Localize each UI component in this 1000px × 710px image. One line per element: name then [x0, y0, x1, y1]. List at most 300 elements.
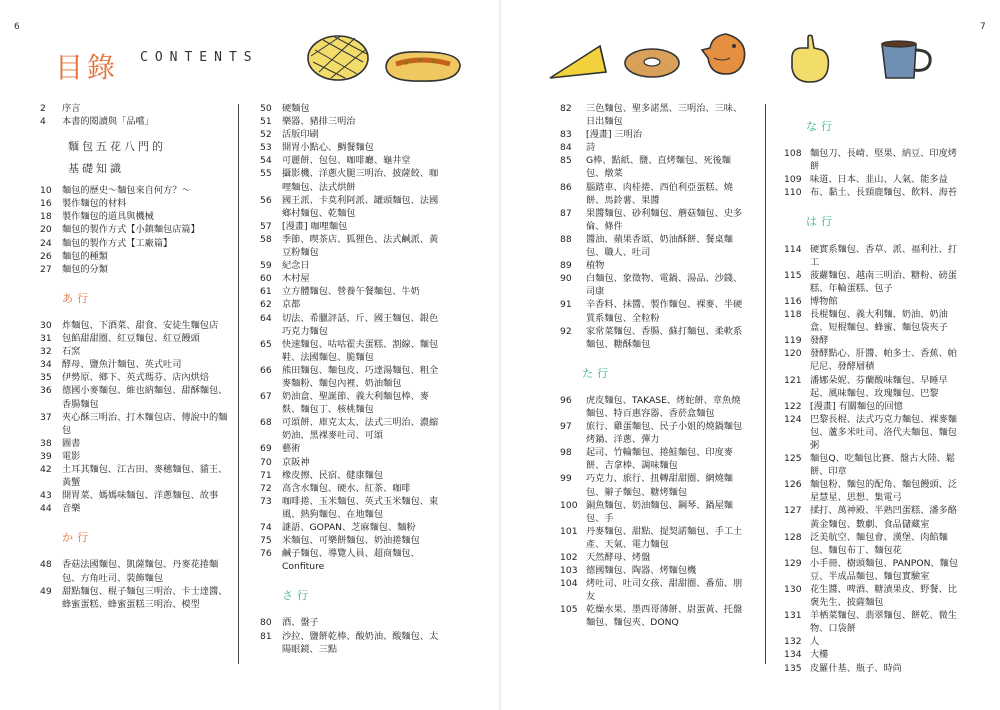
- toc-entry-text: 硬麵包: [282, 103, 310, 114]
- toc-entry-text: 麵包的製作方式【工廠篇】: [62, 237, 173, 249]
- toc-entry: [40, 319, 228, 332]
- toc-column-1: [40, 102, 228, 611]
- toc-entry-text: 菠蘿麵包、越南三明治、糖粉、磅蛋糕、年輪蛋糕、包子: [810, 269, 957, 294]
- toc-entry: [784, 413, 964, 452]
- toc-page-number: 101: [560, 525, 578, 537]
- toc-entry-text: 虎皮麵包、TAKASE、烤蛇餅、章魚燒麵包、特百惠容器、香菸盒麵包: [586, 394, 741, 419]
- toc-entry: [784, 295, 964, 308]
- page-number-left: 6: [14, 22, 20, 32]
- toc-entry-text: 木村屋: [282, 273, 310, 285]
- toc-entry: [260, 220, 442, 233]
- toc-page-number: 62: [260, 299, 272, 311]
- toc-entry-text: 烤吐司、吐司女孩、甜甜圈、番茄、朋友: [586, 578, 743, 603]
- toc-entry: [40, 502, 228, 515]
- toc-page-number: 110: [784, 187, 802, 199]
- toc-entry: [784, 374, 964, 400]
- toc-page-number: 99: [560, 473, 572, 485]
- page-number-right: 7: [980, 22, 986, 32]
- toc-page-number: 36: [40, 385, 52, 397]
- toc-page-number: 44: [40, 503, 52, 515]
- toc-entry: [784, 308, 964, 334]
- toc-page-number: 27: [40, 263, 52, 275]
- toc-page-number: 26: [40, 250, 52, 262]
- toc-entry: [784, 531, 964, 557]
- toc-entry-text: 白麵包、象徵物、電鍋、湯品、沙錢、司康: [586, 273, 743, 298]
- toc-entry: [40, 450, 228, 463]
- toc-entry: [784, 583, 964, 609]
- toc-page-number: 24: [40, 237, 52, 249]
- toc-page-number: 134: [784, 649, 802, 661]
- toc-entry: [40, 384, 228, 410]
- toc-entry: [784, 334, 964, 347]
- toc-entry-text: [漫畫] 三明治: [586, 129, 643, 141]
- toc-entry-text: 甜點麵包、棍子麵包三明治、卡士達醬、蜂蜜蛋糕、蜂蜜蛋糕三明治、模型: [62, 585, 228, 610]
- toc-page-number: 59: [260, 260, 272, 272]
- toc-page-number: 71: [260, 469, 272, 481]
- toc-entry: [784, 347, 964, 373]
- toc-page-number: 60: [260, 273, 272, 285]
- toc-page-number: 54: [260, 155, 272, 167]
- toc-page-number: 124: [784, 413, 802, 425]
- toc-page-number: 135: [784, 662, 802, 674]
- toc-entry: [560, 472, 748, 498]
- toc-page-number: 61: [260, 286, 272, 298]
- toc-entry: [560, 154, 748, 180]
- toc-entry-text: 大樓: [810, 649, 829, 661]
- toc-page-number: 125: [784, 453, 802, 465]
- handwritten-heading: [68, 136, 228, 180]
- toc-page-number: 109: [784, 174, 802, 186]
- toc-entry-text: 揉打、萬神殿、半熟凹蛋糕、潘多酪黃金麵包、數劇、食品儲藏室: [810, 505, 957, 530]
- toc-entry: [260, 469, 442, 482]
- toc-entry: [560, 603, 748, 629]
- toc-entry-text: 炸麵包、下酒菜、甜食、安徒生麵包店: [62, 319, 219, 331]
- toc-page-number: 98: [560, 447, 572, 459]
- toc-entry: [40, 371, 228, 384]
- hotdog-bun-icon: [382, 44, 464, 86]
- toc-entry: [560, 525, 748, 551]
- toc-entry: [560, 272, 748, 298]
- toc-page-number: 87: [560, 207, 572, 219]
- toc-entry: [560, 181, 748, 207]
- toc-page-number: 97: [560, 421, 572, 433]
- toc-page-number: 103: [560, 565, 578, 577]
- toc-entry: [40, 489, 228, 502]
- toc-page-number: 10: [40, 185, 52, 197]
- toc-entry-text: 酵母、鹽魚汁麵包、英式吐司: [62, 359, 182, 371]
- toc-entry: [260, 390, 442, 416]
- toc-entry: [40, 558, 228, 584]
- toc-entry-text: 天然酵母、烤盤: [586, 552, 651, 563]
- toc-entry: [40, 210, 228, 223]
- toc-entry: [260, 416, 442, 442]
- toc-page-number: 31: [40, 333, 52, 345]
- toc-entry-text: 季節、喫茶店、狐狸色、法式鹹派、黃豆粉麵包: [282, 233, 439, 259]
- toc-entry-text: 奶油盒、聖誕節、義大利麵包棒、麥麩、麵包丁、核桃麵包: [282, 391, 429, 416]
- toc-page-number: 83: [560, 129, 572, 141]
- toc-entry-text: G棒、點紙、鹽、直烤麵包、死後麵包、燉菜: [586, 155, 731, 180]
- toc-entry: [40, 358, 228, 371]
- toc-entry-text: 布、黏土、長頸鹿麵包、飲料、海苔: [810, 187, 957, 199]
- toc-entry: [784, 609, 964, 635]
- toc-entry-text: 京阪神: [282, 456, 310, 468]
- toc-entry-text: 麵包的分類: [62, 263, 108, 275]
- toc-entry-text: 本書的閱讀與「品嚐」: [62, 116, 154, 128]
- toc-page-number: 86: [560, 181, 572, 193]
- toc-entry: [260, 616, 442, 629]
- toc-entry-text: 植物: [586, 260, 605, 272]
- toc-entry-text: 腦踏車、肉桂捲、西伯利亞蛋糕、燒餅、馬鈴薯、果醬: [586, 181, 733, 206]
- toc-entry: [260, 547, 442, 573]
- toc-entry-text: 開胃小點心、鯛餐麵包: [282, 142, 374, 154]
- toc-entry: [560, 141, 748, 154]
- toc-page-number: 84: [560, 142, 572, 154]
- toc-entry: [260, 272, 442, 285]
- toc-page-number: 89: [560, 260, 572, 272]
- toc-entry-text: 小手冊、樹頭麵包、PANPON、麵包豆、半成品麵包、麵包實驗室: [810, 557, 959, 582]
- toc-page-number: 100: [560, 499, 578, 511]
- toc-entry: [560, 420, 748, 446]
- toc-entry-text: 夾心酥三明治、打木麵包店、傳說中的麵包: [62, 411, 228, 436]
- toc-entry-text: 可頌餅、庫克太太、法式三明治、濃縮奶油、黑裸麥吐司、可頌: [282, 417, 439, 442]
- toc-entry-text: 開胃菜、媽媽味麵包、洋蔥麵包、故事: [62, 490, 219, 502]
- toc-entry-text: 藝術: [282, 443, 301, 455]
- toc-page-number: 35: [40, 372, 52, 384]
- toc-page-number: 118: [784, 309, 802, 321]
- toc-entry-text: 長棍麵包、義大利麵、奶油、奶油盒、短棍麵包、蜂蜜、麵包袋夾子: [810, 309, 948, 334]
- toc-page-number: 91: [560, 299, 572, 311]
- toc-entry: [560, 207, 748, 233]
- toc-entry: [560, 564, 748, 577]
- toc-page-number: 88: [560, 233, 572, 245]
- toc-entry: [784, 269, 964, 295]
- toc-entry-text: 熊田麵包、麵包皮、巧達湯麵包、粗全麥麵粉、麵包內裡、奶油麵包: [282, 364, 439, 389]
- toc-entry: [560, 233, 748, 259]
- toc-entry-text: 花生醬、啤酒、糖漬果皮、野餐、比褒先生、披薩麵包: [810, 584, 957, 609]
- toc-entry: [40, 250, 228, 263]
- toc-entry: [260, 482, 442, 495]
- toc-page-number: 132: [784, 636, 802, 648]
- toc-entry-text: 泛美航空、麵包會、漢堡、肉餡麵包、麵包布丁、麵包花: [810, 531, 948, 556]
- toc-page-number: 68: [260, 417, 272, 429]
- toc-entry-text: 麵包的種類: [62, 250, 108, 262]
- bagel-icon: [622, 46, 682, 80]
- toc-entry-text: 香菇法國麵包、凱薩麵包、丹麥花捲麵包、方角吐司、裝飾麵包: [62, 559, 219, 584]
- toc-entry: [260, 364, 442, 390]
- toc-entry: [260, 141, 442, 154]
- toc-page-number: 73: [260, 495, 272, 507]
- toc-entry-text: 攝影機、洋蔥火腿三明治、披薩餃、咖哩麵包、法式烘餅: [282, 168, 439, 193]
- toc-entry-text: 乾燥水果、墨西哥薄餅、尉蛋黃、托盤麵包、麵包夾、DONQ: [586, 604, 743, 629]
- toc-entry-text: 製作麵包的道具與機械: [62, 211, 154, 223]
- toc-entry-text: [漫畫] 有關麵包的回憶: [810, 400, 903, 412]
- toc-entry: [560, 499, 748, 525]
- toc-entry: [560, 102, 748, 128]
- toc-page-number: 34: [40, 359, 52, 371]
- toc-entry-text: 麵包粉、麵包的配角、麵包饅頭、泛星慧星、思想、集電弓: [810, 479, 957, 504]
- toc-page-number: 16: [40, 198, 52, 210]
- toc-page-number: 121: [784, 374, 802, 386]
- toc-page-number: 51: [260, 116, 272, 128]
- toc-entry: [40, 345, 228, 358]
- toc-entry-text: 果醬麵包、砂利麵包、蘑菇麵包、史多倫、條件: [586, 207, 743, 232]
- toc-entry-text: 德國小麥麵包、維也納麵包、甜酥麵包、香腸麵包: [62, 385, 228, 410]
- toc-page-number: 57: [260, 220, 272, 232]
- toc-page-number: 105: [560, 604, 578, 616]
- toc-entry-text: 起司、竹輪麵包、捲鮭麵包、印度麥餅、吉拿棒、調味麵包: [586, 447, 733, 472]
- toc-entry-text: 三色麵包、聖多諾黑、三明治、三味、日出麵包: [586, 103, 743, 128]
- toc-entry-text: 銅魚麵包、奶油麵包、鋼琴、鍋屋麵包、手: [586, 499, 733, 524]
- toc-entry: [260, 194, 442, 220]
- toc-page-number: 96: [560, 394, 572, 406]
- toc-page-number: 82: [560, 103, 572, 114]
- toc-entry: [260, 233, 442, 259]
- toc-entry-text: 麵包Q、吃麵包比賽、盤古大陸、鬆餅、印章: [810, 453, 956, 478]
- handwritten-heading-line: 基礎知識: [68, 162, 124, 176]
- toc-page-number: 127: [784, 505, 802, 517]
- toc-entry: [260, 259, 442, 272]
- toc-entry-text: 切法、希臘評話、斤、國王麵包、銀色巧克力麵包: [282, 312, 439, 337]
- coffee-mug-icon: [878, 38, 938, 82]
- toc-entry-text: 博物館: [810, 295, 838, 307]
- toc-entry-text: 製作麵包的材料: [62, 198, 127, 210]
- toc-page-number: 49: [40, 585, 52, 597]
- toc-page-number: 52: [260, 129, 272, 141]
- section-heading: は行: [806, 215, 836, 229]
- toc-page-number: 39: [40, 450, 52, 462]
- toc-entry-text: 快速麵包、咕咕霍夫蛋糕、割線、麵包鞋、法國麵包、脆麵包: [282, 338, 439, 363]
- toc-entry-text: 包餡甜甜圈、紅豆麵包、紅豆饅頭: [62, 333, 200, 345]
- section-heading: た行: [582, 366, 612, 380]
- toc-page-number: 66: [260, 364, 272, 376]
- toc-entry: [784, 557, 964, 583]
- toc-entry: [260, 495, 442, 521]
- toc-entry-text: 潘娜朵妮、芬蘭酸味麵包、早睡早起、風味麵包、玫瑰麵包、巴黎: [810, 374, 948, 399]
- section-heading: な行: [806, 120, 836, 133]
- toc-entry: [40, 263, 228, 276]
- toc-entry-text: 伊勢原、鄉下、英式瑪芬、店內烘焙: [62, 372, 209, 384]
- toc-entry: [40, 115, 228, 128]
- toc-entry-text: 米麵包、可樂餅麵包、奶油捲麵包: [282, 535, 420, 547]
- toc-page-number: 76: [260, 548, 272, 560]
- toc-entry: [40, 332, 228, 345]
- toc-page-number: 119: [784, 335, 802, 347]
- toc-page-number: 75: [260, 535, 272, 547]
- toc-page-number: 37: [40, 411, 52, 423]
- toc-entry: [260, 534, 442, 547]
- toc-page-number: 126: [784, 479, 802, 491]
- toc-entry: [260, 115, 442, 128]
- toc-entry: [40, 585, 228, 611]
- toc-page-number: 2: [40, 103, 46, 114]
- toc-entry-text: 麵包刀、長崎、堅果、納豆、印度烤餅: [810, 148, 957, 173]
- toc-entry: [40, 184, 228, 197]
- toc-page-number: 90: [560, 273, 572, 285]
- toc-entry: [40, 411, 228, 437]
- toc-entry: [560, 551, 748, 564]
- cheese-wedge-icon: [546, 42, 610, 84]
- toc-page-number: 32: [40, 346, 52, 358]
- section-heading: あ行: [62, 291, 92, 305]
- toc-entry: [784, 186, 964, 199]
- toc-entry: [784, 452, 964, 478]
- toc-page-number: 65: [260, 338, 272, 350]
- page-title: 目錄: [55, 51, 120, 84]
- toc-entry: [560, 577, 748, 603]
- toc-entry-text: 巧克力、旅行、扭轉甜甜圈、網燒麵包、辮子麵包、糖烤麵包: [586, 473, 733, 498]
- toc-page-number: 72: [260, 482, 272, 494]
- toc-entry-text: 羊栖菜麵包、翡翠麵包、餅乾、微生物、口袋餅: [810, 610, 957, 635]
- toc-entry-text: 皮羅什基、瓶子、時尚: [810, 662, 902, 674]
- toc-entry-text: 國王派、卡莫利阿派、罐頭麵包、法國鄉村麵包、乾麵包: [282, 194, 439, 219]
- page-subtitle: CONTENTS: [140, 50, 259, 65]
- toc-page-number: 74: [260, 522, 272, 533]
- toc-entry-text: 鹹子麵包、導覽人員、超商麵包、Confiture: [282, 548, 420, 573]
- toc-page-number: 30: [40, 319, 52, 331]
- toc-page-number: 131: [784, 610, 802, 622]
- toc-entry-text: 橡皮擦、民宿、健康麵包: [282, 469, 384, 481]
- toc-entry-text: 詩: [586, 142, 596, 154]
- toc-page-number: 18: [40, 211, 52, 223]
- toc-entry-text: 發酵: [810, 335, 829, 347]
- toc-entry: [260, 521, 442, 534]
- toc-entry: [784, 635, 964, 648]
- toc-entry-text: 辛香料、抹醬、製作麵包、裸麥、半硬質系麵包、全粒粉: [586, 299, 743, 324]
- toc-entry: [40, 237, 228, 250]
- toc-page-number: 102: [560, 552, 578, 563]
- toc-page-number: 4: [40, 116, 46, 128]
- toc-entry-text: 立方體麵包、營養午餐麵包、牛奶: [282, 286, 420, 298]
- toc-entry: [40, 223, 228, 236]
- toc-page-number: 43: [40, 490, 52, 502]
- column-divider: [238, 104, 239, 664]
- toc-entry: [260, 128, 442, 141]
- toc-page-number: 42: [40, 463, 52, 475]
- toc-entry-text: 高含水麵包、硬水、紅茶、咖啡: [282, 482, 411, 494]
- toc-page-number: 130: [784, 584, 802, 595]
- toc-page-number: 55: [260, 168, 272, 180]
- handwritten-heading-line: 麵包五花八門的: [68, 140, 166, 154]
- toc-page-number: 69: [260, 443, 272, 455]
- toc-entry-text: 旅行、雞蛋麵包、民子小姐的燒鍋麵包烤鍋、洋蔥、彈力: [586, 421, 743, 446]
- toc-entry: [560, 298, 748, 324]
- page-fold: [499, 0, 501, 710]
- toc-page-number: 70: [260, 456, 272, 468]
- toc-entry-text: 德國麵包、陶器、烤麵包機: [586, 565, 697, 577]
- toc-entry: [260, 298, 442, 311]
- toc-entry-text: 巴黎長棍、法式巧克力麵包、裸麥麵包、蘆多米吐司、洛代夫麵包、麵包粥: [810, 413, 957, 451]
- toc-page-number: 114: [784, 243, 802, 255]
- toc-entry-text: 序言: [62, 103, 81, 114]
- toc-entry: [560, 446, 748, 472]
- toc-entry-text: 電影: [62, 450, 81, 462]
- toc-page-number: 48: [40, 559, 52, 571]
- toc-entry-text: 家常菜麵包、香腸、蘇打麵包、柔軟系麵包、糖酥麵包: [586, 325, 743, 350]
- toc-entry: [260, 154, 442, 167]
- toc-entry: [784, 243, 964, 269]
- toc-entry: [40, 197, 228, 210]
- toc-page-number: 115: [784, 269, 802, 281]
- toc-entry-text: 麵包的製作方式【小鎮麵包店篇】: [62, 224, 200, 236]
- toc-entry: [784, 147, 964, 173]
- toc-entry: [560, 128, 748, 141]
- toc-entry-text: 發酵點心、肝醬、帕多士、香蕉、帕尼尼、發酵層積: [810, 348, 957, 373]
- toc-entry-text: 樂器、豬排三明治: [282, 116, 356, 128]
- toc-entry: [784, 504, 964, 530]
- toc-entry-text: [漫畫] 咖哩麵包: [282, 220, 348, 232]
- toc-page-number: 81: [260, 630, 272, 642]
- taiyaki-icon: [700, 30, 752, 80]
- toc-entry: [260, 312, 442, 338]
- toc-entry: [560, 394, 748, 420]
- toc-entry: [260, 102, 442, 115]
- toc-entry-text: 土耳其麵包、江古田、麥穗麵包、貓王、黃蟹: [62, 463, 228, 489]
- toc-page-number: 104: [560, 578, 578, 590]
- toc-entry: [784, 648, 964, 661]
- toc-page-number: 122: [784, 400, 802, 412]
- toc-page-number: 38: [40, 437, 52, 449]
- toc-entry: [40, 102, 228, 115]
- toc-entry-text: 活版印刷: [282, 129, 319, 141]
- toc-entry-text: 圖書: [62, 437, 81, 449]
- toc-page-number: 53: [260, 142, 272, 154]
- toc-entry: [260, 338, 442, 364]
- toc-page-number: 50: [260, 103, 272, 114]
- section-heading: か行: [62, 531, 92, 545]
- toc-entry: [40, 463, 228, 489]
- toc-page-number: 129: [784, 557, 802, 569]
- toc-page-number: 20: [40, 224, 52, 236]
- toc-entry: [784, 400, 964, 413]
- toc-column-2: [260, 102, 442, 656]
- toc-page-number: 64: [260, 312, 272, 324]
- toc-entry: [784, 173, 964, 186]
- toc-entry-text: 丹麥麵包、甜點、提契諾麵包、手工土產、天氣、電力麵包: [586, 525, 743, 550]
- column-divider: [765, 104, 766, 664]
- toc-entry: [40, 437, 228, 450]
- toc-entry-text: 京都: [282, 299, 301, 311]
- toc-page-number: 120: [784, 348, 802, 360]
- melon-bread-icon: [305, 26, 371, 82]
- toc-entry-text: 麵包的歷史～麵包來自何方？～: [62, 185, 191, 197]
- toc-entry: [784, 662, 964, 675]
- toc-page-number: 116: [784, 295, 802, 307]
- toc-entry: [784, 478, 964, 504]
- section-heading: さ行: [282, 589, 312, 603]
- toc-entry-text: 石窯: [62, 346, 81, 358]
- toc-entry-text: 硬實系麵包、香草、派、福利社、打工: [810, 243, 957, 268]
- toc-entry: [260, 285, 442, 298]
- toc-entry: [260, 442, 442, 455]
- toc-page-number: 67: [260, 391, 272, 403]
- pointing-fist-icon: [786, 34, 834, 88]
- toc-page-number: 58: [260, 233, 272, 245]
- toc-entry-text: 謎語、GOPAN、芝麻麵包、麵粉: [282, 522, 416, 533]
- toc-entry-text: 咖啡捲、玉米麵包、英式玉米麵包、東風、熱狗麵包、在地麵包: [282, 495, 439, 520]
- toc-page-number: 85: [560, 155, 572, 167]
- toc-entry: [560, 259, 748, 272]
- toc-entry-text: 音樂: [62, 503, 81, 515]
- toc-entry-text: 人: [810, 636, 820, 648]
- toc-entry-text: 酒、盤子: [282, 617, 319, 629]
- toc-entry-text: 醬油、蘋果香頌、奶油酥餅、餐桌麵包、職人、吐司: [586, 233, 733, 259]
- toc-page-number: 56: [260, 194, 272, 206]
- toc-page-number: 92: [560, 325, 572, 337]
- toc-page-number: 80: [260, 617, 272, 629]
- toc-entry-text: 沙拉、鹽餅乾棒、酸奶油、酸麵包、太陽眼鏡、三點: [282, 630, 439, 655]
- toc-entry-text: 味道、日本、韭山、人氣、能多益: [810, 174, 948, 186]
- toc-entry: [260, 456, 442, 469]
